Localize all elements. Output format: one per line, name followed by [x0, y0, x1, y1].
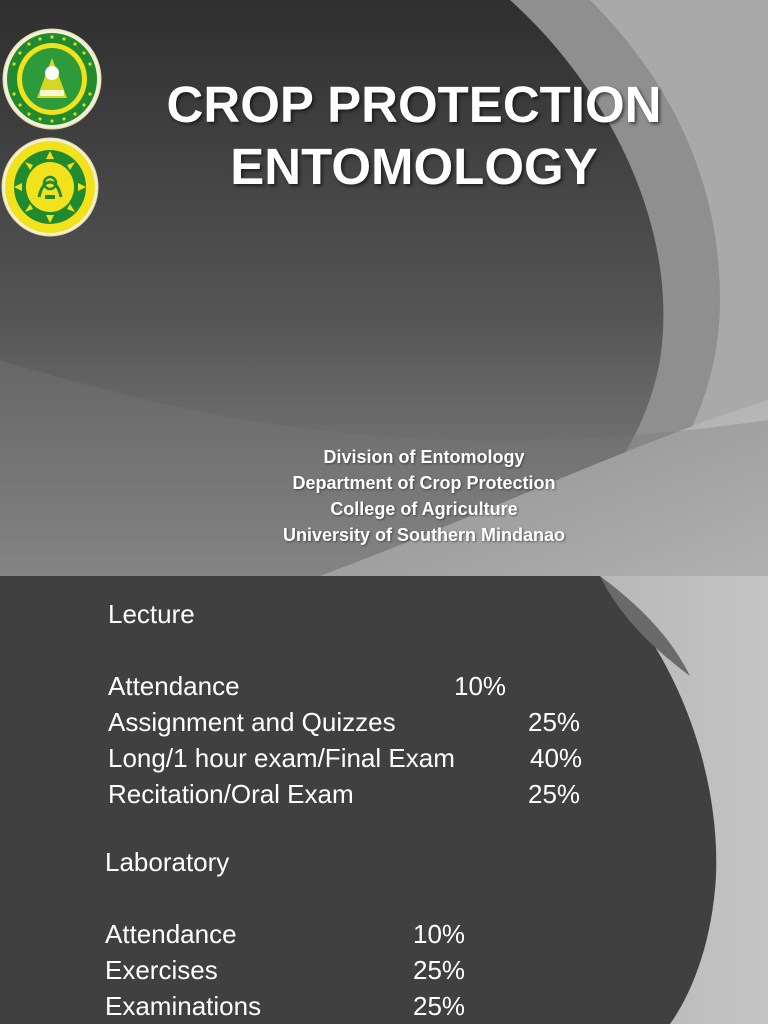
item-percent: 40%: [530, 743, 583, 773]
list-item: [108, 704, 628, 740]
title-line: CROP PROTECTION: [166, 76, 662, 133]
item-name: Attendance: [108, 671, 240, 701]
laboratory-heading: Laboratory: [105, 847, 230, 877]
item-percent: 25%: [413, 955, 466, 985]
item-name: Assignment and Quizzes: [108, 707, 396, 737]
list-item: [108, 776, 628, 812]
list-item: [105, 988, 525, 1024]
item-percent: 25%: [528, 707, 581, 737]
item-name: Long/1 hour exam/Final Exam: [108, 743, 455, 773]
university-seal-icon: [2, 28, 102, 130]
grading-slide: [0, 576, 768, 1024]
item-percent: 10%: [454, 671, 507, 701]
list-item: [108, 668, 628, 704]
page-title: [120, 74, 708, 198]
title-line: ENTOMOLOGY: [230, 138, 598, 195]
item-name: Attendance: [105, 919, 237, 949]
lecture-grading-list: [108, 668, 628, 812]
university-seal: [2, 28, 102, 130]
subtitle-line-division: Division of Entomology: [323, 447, 525, 467]
subtitle-affiliation: [224, 444, 624, 548]
item-name: Examinations: [105, 991, 262, 1021]
laboratory-grading-list: [105, 916, 525, 1024]
list-item: [105, 916, 525, 952]
item-percent: 25%: [528, 779, 581, 809]
item-name: Recitation/Oral Exam: [108, 779, 354, 809]
lecture-heading: Lecture: [108, 599, 195, 629]
subtitle-line-department: Department of Crop Protection: [292, 473, 556, 493]
list-item: [105, 952, 525, 988]
item-percent: 10%: [413, 919, 466, 949]
item-name: Exercises: [105, 955, 218, 985]
subtitle-line-university: University of Southern Mindanao: [282, 525, 566, 545]
college-of-agriculture-seal: [1, 137, 99, 237]
college-seal-icon: [1, 137, 99, 237]
list-item: [108, 740, 628, 776]
item-percent: 25%: [413, 991, 466, 1021]
subtitle-line-college: College of Agriculture: [330, 499, 518, 519]
